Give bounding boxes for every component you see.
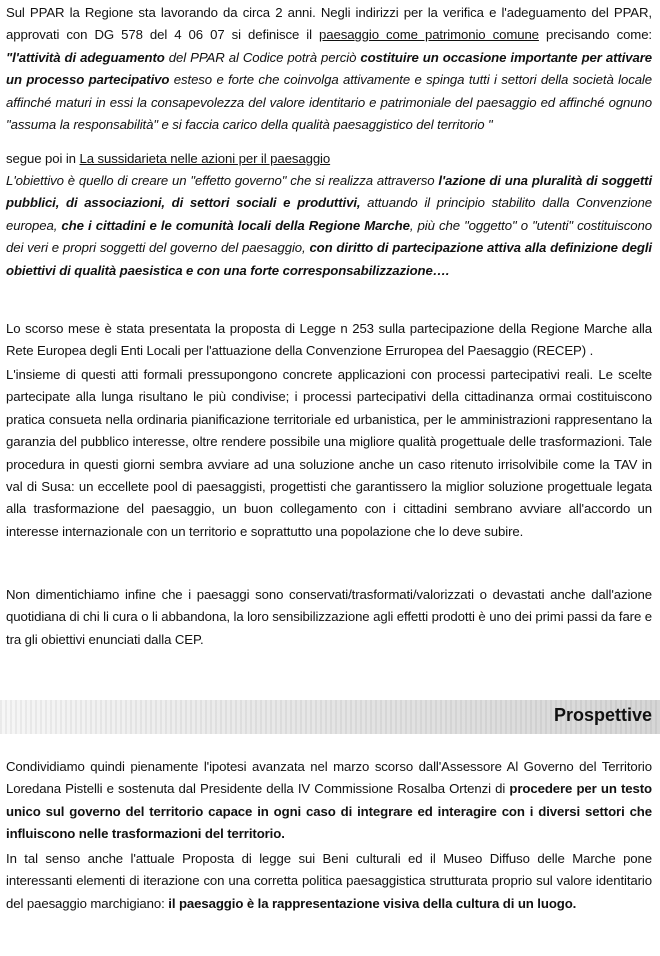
text-run: In tal senso anche l'attuale Proposta di legge sui Beni culturali ed il Museo Diffuso delle Marche pone interessanti elementi di iterazione con una corretta politica paesaggistica strutturata proprio sul valore identitario del paesaggio marchigiano: (6, 851, 652, 911)
text-run: Condividiamo quindi pienamente l'ipotesi avanzata nel marzo scorso dall'Assessore Al Governo del Territorio Loredana Pistelli e sostenuta dal Presidente della IV Commissione Rosalba Ortenzi di (6, 759, 652, 797)
section-banner (0, 700, 660, 734)
paragraph-processi-partecipativi (6, 364, 652, 543)
paragraph-beni-culturali (6, 848, 652, 915)
paragraph-legge-253 (6, 318, 652, 363)
text-run: procedere per un testo unico sul governo del territorio (6, 781, 652, 819)
text-run: L'obiettivo è quello di creare un "effetto governo" che si realizza attraverso (6, 173, 439, 188)
paragraph-sensibilizzazione (6, 584, 652, 651)
text-run: segue poi in (6, 151, 80, 166)
paragraph-effetto-governo (6, 170, 652, 282)
text-run: il paesaggio è la rappresentazione visiva della cultura di un luogo. (168, 895, 577, 911)
text-run: precisando come: (538, 27, 652, 43)
text-run: , più che "oggetto" o "utenti" costituiscono dei veri e propri soggetti del governo del paesaggio, (6, 217, 652, 256)
text-run: Lo scorso mese è stata presentata la proposta di Legge n 253 sulla partecipazione della Regione Marche alla Rete Europea degli Enti Locali per l'attuazione della Convenzione Erruropea del Paesaggio (RECEP) . (6, 321, 652, 359)
text-run: Sul PPAR la Regione sta lavorando da circa 2 anni. Negli indirizzi per la verifica e l'adeguamento del PPAR, approvati con DG 578 del 4 06 07 si definisce il (6, 5, 652, 43)
text-run: La sussidarieta nelle azioni per il paesaggio (79, 151, 331, 166)
text-run: del PPAR al Codice potrà perciò (164, 49, 361, 65)
section-title: Prospettive (553, 705, 652, 725)
text-run: paesaggio come patrimonio comune (319, 27, 539, 43)
text-run: che i cittadini e le comunità locali della Regione Marche (61, 217, 410, 233)
text-run: capace in ogni caso di integrare ed interagire con i diversi settori che influiscono nelle trasformazioni del territorio. (6, 803, 652, 842)
text-run: "l'attività di adeguamento (6, 49, 165, 65)
text-run: costituire un occasione importante per attivare un processo partecipativo (6, 49, 652, 88)
paragraph-sussidarieta-ref (6, 148, 652, 170)
text-run: Non dimentichiamo infine che i paesaggi sono conservati/trasformati/valorizzati o devastati anche dall'azione quotidiana di chi li cura o li abbandona, la loro sensibilizzazione agli effetti prodotti è uno dei primi passi da fare e tra gli obiettivi enunciati dalla CEP. (6, 587, 652, 647)
paragraph-ppar-intro (6, 2, 652, 136)
text-run: L'insieme di questi atti formali pressupongono concrete applicazioni con processi partecipativi reali. Le scelte partecipate alla lunga risultano le più condivise; i processi partecipativi della cittadinanza ormai costituiscono pratica consueta nella ordinaria pianificazione territoriale ed urbanistica, per le amministrazioni rappresentano la garanzia del pubblico interesse, oltre rendere possibile una migliore qualità progettuale delle trasformazioni. Tale procedura in questi giorni sembra avviare ad una soluzione anche un caso ritenuto irrisolvibile come la TAV in val di Susa: un eccellete pool di paesaggisti, progettisti che garantissero la miglior soluzione progettuale legata alla trasformazione del paesaggio, un buon collegamento con i cittadini sembrano avviare all'accordo un interesse internazionale con un territorio e soprattutto una popolazione che lo deve subire. (6, 367, 652, 539)
text-run: esteso e forte che coinvolga attivamente e spinga tutti i settori della società locale affinché maturi in essi la consapevolezza del valore identitario e patrimoniale del paesaggio ed affinché ognuno "assuma la responsabilità" e si faccia carico della qualità paesaggistico del territorio " (6, 72, 652, 133)
paragraph-testo-unico (6, 756, 652, 846)
text-run: con diritto di partecipazione attiva alla definizione degli obiettivi di qualità paesistica e con una forte corresponsabilizzazione…. (6, 240, 652, 278)
text-run: attuando il principio stabilito dalla Convenzione europea, (6, 195, 652, 233)
text-run: l'azione di una pluralità di soggetti pubblici, di associazioni, di settori sociali e produttivi, (6, 173, 653, 211)
